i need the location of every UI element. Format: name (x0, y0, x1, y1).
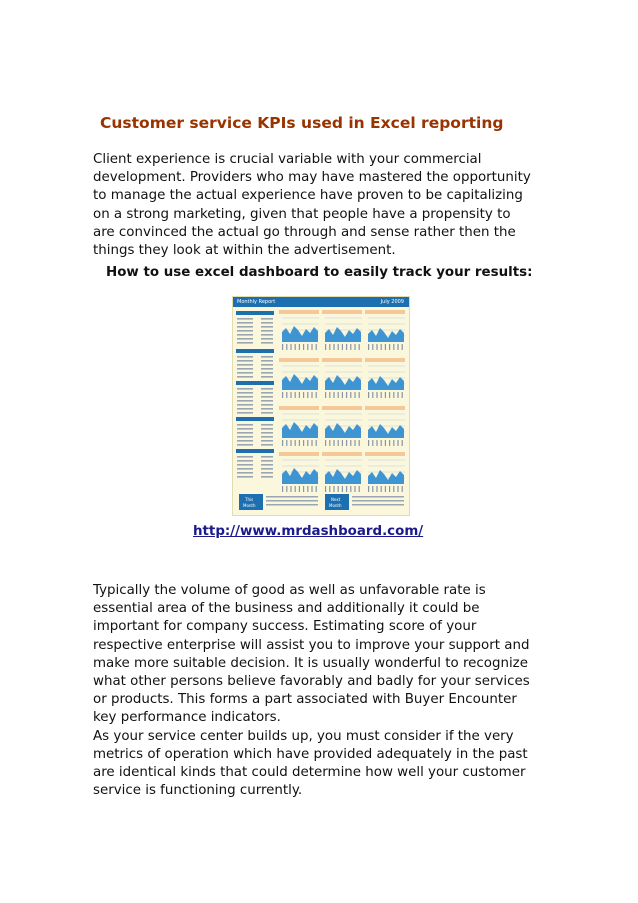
mini-chart-header (279, 452, 319, 456)
mini-area-chart (325, 375, 361, 390)
paragraph-line: things they look at within the advertisement. (93, 243, 396, 259)
mini-chart-tick-label (381, 344, 382, 350)
section-header-bar (236, 449, 274, 453)
value-row (261, 472, 273, 474)
mini-chart-tick-label (303, 392, 304, 398)
mini-chart-tick-label (368, 440, 369, 446)
value-row (261, 356, 273, 358)
value-row (261, 432, 273, 434)
paragraph-line: development. Providers who may have mastered the opportunity (93, 170, 531, 186)
dashboard-header-date: July 2009 (380, 299, 404, 305)
mini-chart-tick-label (368, 486, 369, 492)
paragraph-line: respective enterprise will assist you to improve your support and (93, 637, 530, 653)
mini-area-chart (282, 326, 318, 342)
mini-chart-tick-label (338, 344, 339, 350)
mini-chart-tick-label (350, 486, 351, 492)
mini-area-chart (282, 422, 318, 438)
value-row (261, 376, 273, 378)
text-row (237, 428, 253, 430)
mini-chart-tick-label (359, 486, 360, 492)
mini-chart-tick-label (372, 486, 373, 492)
text-row (237, 318, 253, 320)
mini-chart-tick-label (303, 344, 304, 350)
mini-area-chart (325, 327, 361, 342)
mini-chart-tick-label (359, 392, 360, 398)
mini-chart-tick-label (329, 392, 330, 398)
mini-chart-tick-label (311, 344, 312, 350)
text-row (237, 368, 253, 370)
mini-chart-header (365, 406, 405, 410)
mini-chart-tick-label (381, 392, 382, 398)
mini-chart-tick-label (372, 440, 373, 446)
mini-chart-tick-label (342, 392, 343, 398)
mini-chart-tick-label (307, 344, 308, 350)
value-row (261, 372, 273, 374)
mini-chart-tick-label (350, 392, 351, 398)
paragraph-line: or products. This forms a part associated with Buyer Encounter (93, 692, 517, 708)
text-row (237, 436, 253, 438)
value-row (261, 444, 273, 446)
mini-chart-tick-label (316, 344, 317, 350)
text-row (237, 456, 253, 458)
paragraph-line: make more suitable decision. It is usually wonderful to recognize (93, 655, 528, 671)
text-row (237, 392, 253, 394)
value-row (261, 392, 273, 394)
mini-chart-tick-label (393, 486, 394, 492)
mini-chart-header (365, 452, 405, 456)
mini-chart-tick-label (385, 440, 386, 446)
value-row (261, 322, 273, 324)
mini-chart-tick-label (368, 392, 369, 398)
value-row (261, 360, 273, 362)
value-row (261, 428, 273, 430)
mini-chart-tick-label (354, 392, 355, 398)
mini-chart-header (322, 310, 362, 314)
value-row (261, 334, 273, 336)
value-row (261, 408, 273, 410)
mini-chart-tick-label (376, 344, 377, 350)
mini-chart-tick-label (381, 486, 382, 492)
mini-chart-tick-label (389, 392, 390, 398)
text-row (237, 342, 253, 344)
paragraph-line: to manage the actual experience have proven to be capitalizing (93, 188, 523, 204)
value-row (261, 368, 273, 370)
value-row (261, 476, 273, 478)
mini-chart-tick-label (295, 344, 296, 350)
mini-chart-tick-label (286, 392, 287, 398)
mini-chart-tick-label (402, 440, 403, 446)
text-row (237, 334, 253, 336)
mini-chart-tick-label (359, 344, 360, 350)
mini-chart-tick-label (346, 392, 347, 398)
mini-chart-tick-label (316, 486, 317, 492)
mini-chart-tick-label (397, 344, 398, 350)
mini-chart-tick-label (290, 440, 291, 446)
mini-chart-header (322, 358, 362, 362)
mini-chart-tick-label (359, 440, 360, 446)
mini-chart-tick-label (376, 486, 377, 492)
text-row (237, 322, 253, 324)
mini-chart-tick-label (342, 344, 343, 350)
website-link[interactable]: http://www.mrdashboard.com/ (193, 524, 424, 539)
footer-left-label: Month (243, 503, 256, 508)
mini-chart-tick-label (299, 392, 300, 398)
mini-chart-tick-label (286, 344, 287, 350)
mini-chart-tick-label (295, 392, 296, 398)
mini-chart-tick-label (282, 440, 283, 446)
mini-chart-header (279, 358, 319, 362)
mini-chart-tick-label (299, 440, 300, 446)
section-header-bar (236, 349, 274, 353)
mini-chart-tick-label (295, 486, 296, 492)
mini-chart-tick-label (282, 392, 283, 398)
mini-chart-tick-label (402, 486, 403, 492)
mini-chart-tick-label (338, 486, 339, 492)
mini-chart-tick-label (350, 344, 351, 350)
text-row (237, 338, 253, 340)
mini-chart-tick-label (290, 392, 291, 398)
mini-chart-tick-label (397, 440, 398, 446)
value-row (261, 400, 273, 402)
mini-chart-tick-label (385, 344, 386, 350)
text-row (237, 468, 253, 470)
mini-chart-tick-label (376, 440, 377, 446)
mini-chart-tick-label (316, 392, 317, 398)
text-row (237, 412, 253, 414)
mini-chart-tick-label (350, 440, 351, 446)
mini-chart-tick-label (311, 486, 312, 492)
text-row (237, 472, 253, 474)
mini-chart-tick-label (346, 486, 347, 492)
value-row (261, 318, 273, 320)
section-header-bar (236, 417, 274, 421)
mini-chart-tick-label (346, 440, 347, 446)
footer-text-row (352, 504, 404, 506)
mini-chart-tick-label (303, 440, 304, 446)
text-row (237, 388, 253, 390)
mini-chart-header (279, 406, 319, 410)
mini-chart-tick-label (393, 440, 394, 446)
paragraph-line: what other persons believe favorably and badly for your services (93, 674, 530, 690)
value-row (261, 456, 273, 458)
text-row (237, 360, 253, 362)
mini-chart-tick-label (325, 344, 326, 350)
paragraph-line: Client experience is crucial variable with your commercial (93, 152, 482, 167)
mini-chart-tick-label (333, 344, 334, 350)
mini-chart-tick-label (307, 486, 308, 492)
value-row (261, 440, 273, 442)
value-row (261, 396, 273, 398)
mini-chart-tick-label (385, 486, 386, 492)
mini-chart-tick-label (354, 486, 355, 492)
text-row (237, 464, 253, 466)
value-row (261, 404, 273, 406)
mini-chart-tick-label (397, 486, 398, 492)
mini-chart-tick-label (402, 392, 403, 398)
section-header-bar (236, 311, 274, 315)
mini-chart-tick-label (333, 392, 334, 398)
paragraph-line: metrics of operation which have provided adequately in the past (93, 746, 528, 762)
paragraph-line: As your service center builds up, you must consider if the very (93, 728, 514, 744)
value-row (261, 326, 273, 328)
value-row (261, 330, 273, 332)
mini-area-chart (282, 374, 318, 390)
mini-chart-tick-label (393, 392, 394, 398)
mini-chart-tick-label (325, 392, 326, 398)
mini-chart-tick-label (389, 344, 390, 350)
paragraph-line: are identical kinds that could determine how well your customer (93, 765, 526, 781)
mini-chart-tick-label (307, 440, 308, 446)
paragraph-line: Typically the volume of good as well as unfavorable rate is (93, 583, 486, 598)
section-subtitle: How to use excel dashboard to easily track your results: (106, 265, 533, 280)
value-row (261, 388, 273, 390)
text-row (237, 326, 253, 328)
mini-chart-tick-label (325, 486, 326, 492)
mini-chart-tick-label (329, 440, 330, 446)
footer-text-row (266, 500, 318, 502)
footer-text-row (352, 496, 404, 498)
intro-paragraph (93, 151, 545, 260)
mini-chart-tick-label (354, 440, 355, 446)
mini-chart-tick-label (316, 440, 317, 446)
mini-chart-tick-label (342, 486, 343, 492)
paragraph-line: important for company success. Estimating score of your (93, 619, 477, 635)
mini-chart-tick-label (286, 440, 287, 446)
paragraph-line: key performance indicators. (93, 710, 281, 726)
mini-chart-tick-label (354, 344, 355, 350)
text-row (237, 424, 253, 426)
mini-chart-tick-label (338, 392, 339, 398)
text-row (237, 364, 253, 366)
text-row (237, 444, 253, 446)
mini-chart-tick-label (372, 392, 373, 398)
section-header-bar (236, 381, 274, 385)
value-row (261, 412, 273, 414)
mini-chart-tick-label (402, 344, 403, 350)
footer-left-label: This (245, 497, 254, 502)
text-row (237, 396, 253, 398)
mini-chart-tick-label (389, 486, 390, 492)
footer-text-row (352, 500, 404, 502)
mini-chart-tick-label (311, 440, 312, 446)
text-row (237, 356, 253, 358)
text-row (237, 404, 253, 406)
mini-area-chart (282, 468, 318, 484)
value-row (261, 424, 273, 426)
mini-chart-tick-label (303, 486, 304, 492)
mini-chart-tick-label (381, 440, 382, 446)
mini-chart-tick-label (282, 486, 283, 492)
text-row (237, 372, 253, 374)
mini-chart-tick-label (368, 344, 369, 350)
paragraph-line: service is functioning currently. (93, 783, 303, 799)
mini-chart-tick-label (325, 440, 326, 446)
mini-chart-tick-label (290, 344, 291, 350)
mini-chart-tick-label (333, 486, 334, 492)
mini-chart-tick-label (393, 344, 394, 350)
mini-chart-tick-label (329, 344, 330, 350)
mini-chart-tick-label (389, 440, 390, 446)
mini-chart-tick-label (282, 344, 283, 350)
value-row (261, 460, 273, 462)
mini-chart-tick-label (372, 344, 373, 350)
mini-chart-tick-label (397, 392, 398, 398)
value-row (261, 364, 273, 366)
mini-chart-tick-label (342, 440, 343, 446)
footer-right-label: Month (329, 503, 342, 508)
paragraph-line: on a strong marketing, given that people have a propensity to (93, 206, 511, 222)
text-row (237, 400, 253, 402)
mini-chart-header (279, 310, 319, 314)
text-row (237, 432, 253, 434)
mini-chart-tick-label (376, 392, 377, 398)
mini-chart-tick-label (311, 392, 312, 398)
value-row (261, 342, 273, 344)
mini-chart-tick-label (385, 392, 386, 398)
text-row (237, 330, 253, 332)
value-row (261, 338, 273, 340)
page-title: Customer service KPIs used in Excel reporting (100, 114, 504, 132)
mini-chart-tick-label (346, 344, 347, 350)
text-row (237, 440, 253, 442)
mini-chart-tick-label (290, 486, 291, 492)
mini-chart-tick-label (286, 486, 287, 492)
text-row (237, 476, 253, 478)
dashboard-header-title: Monthly Report (237, 299, 276, 305)
mini-chart-tick-label (307, 392, 308, 398)
paragraph-line: are convinced the actual go through and sense rather then the (93, 224, 516, 240)
mini-area-chart (325, 423, 361, 438)
text-row (237, 408, 253, 410)
mini-area-chart (325, 469, 361, 484)
value-row (261, 468, 273, 470)
mini-chart-tick-label (299, 344, 300, 350)
mini-chart-header (365, 310, 405, 314)
value-row (261, 464, 273, 466)
dashboard-graphic (233, 297, 409, 515)
mini-chart-tick-label (329, 486, 330, 492)
mini-chart-tick-label (299, 486, 300, 492)
text-row (237, 460, 253, 462)
footer-right-label: Next (331, 497, 341, 502)
value-row (261, 436, 273, 438)
mini-chart-header (365, 358, 405, 362)
paragraph-line: essential area of the business and additionally it could be (93, 601, 480, 617)
mini-chart-header (322, 452, 362, 456)
mini-chart-header (322, 406, 362, 410)
footer-text-row (266, 504, 318, 506)
footer-text-row (266, 496, 318, 498)
body-paragraph (93, 582, 545, 800)
dashboard-thumbnail (232, 296, 410, 516)
mini-chart-tick-label (338, 440, 339, 446)
mini-chart-tick-label (295, 440, 296, 446)
text-row (237, 376, 253, 378)
mini-chart-tick-label (333, 440, 334, 446)
